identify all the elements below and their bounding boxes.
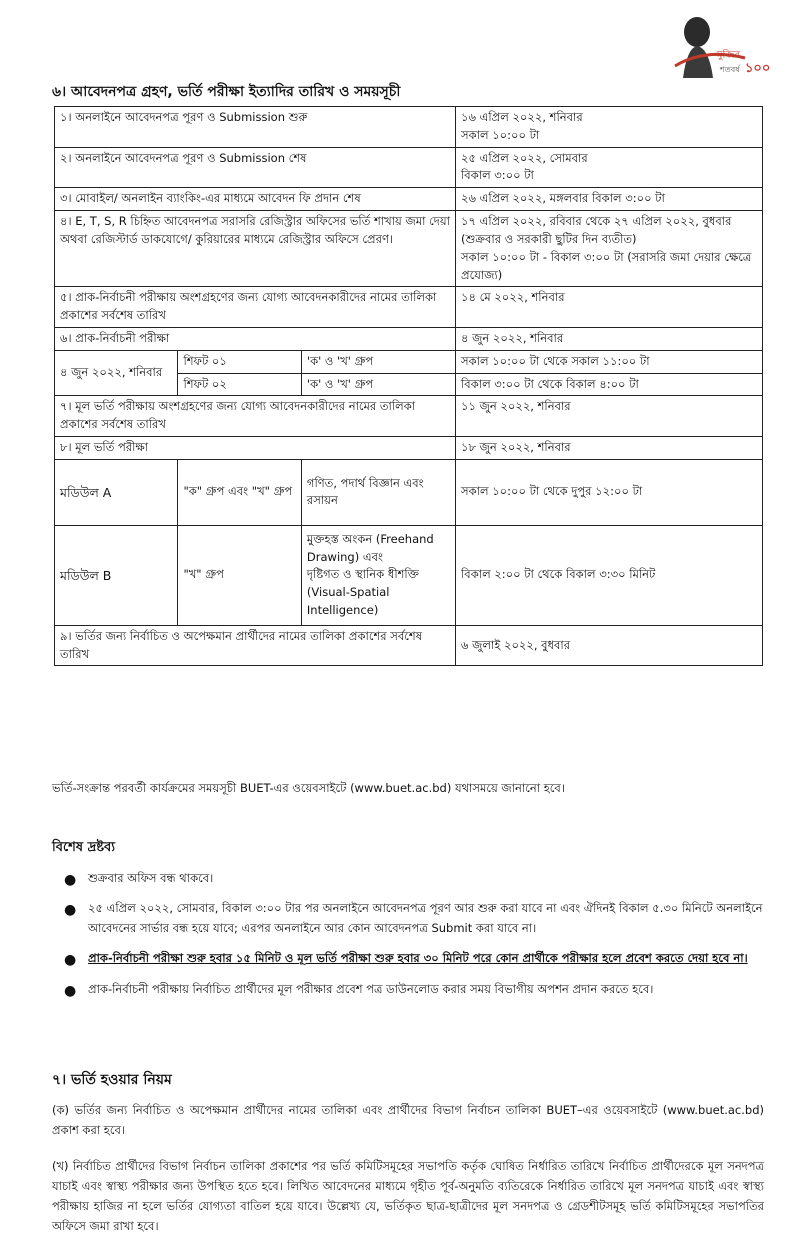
date-line: ২৫ এপ্রিল ২০২২, সোমবার [461, 150, 588, 165]
bullet-icon: ● [64, 902, 77, 919]
table-row [55, 625, 763, 666]
event-cell: ৬। প্রাক-নির্বাচনী পরীক্ষা [55, 327, 456, 350]
date-cell [456, 211, 763, 287]
time-cell: সকাল ১০:০০ টা থেকে সকাল ১১:০০ টা [456, 350, 763, 373]
note-text: প্রাক-নির্বাচনী পরীক্ষা শুরু হবার ১৫ মিনিট ও মূল ভর্তি পরীক্ষা শুরু হবার ৩০ মিনিট পরে কোন প্রার্থীকে পরীক্ষার হলে প্রবেশ করতে দেয়া হবে না। [88, 951, 748, 966]
note-text: শুক্রবার অফিস বন্ধ থাকবে। [88, 871, 214, 885]
rule-paragraph: (খ) নির্বাচিত প্রার্থীদের বিভাগ নির্বাচন তালিকা প্রকাশের পর ভর্তি কমিটিসমূহের সভাপতি কর্তৃক ঘোষিত নির্ধারিত তারিখে নির্বাচিত প্রার্থীদেরকে মূল সনদপত্র যাচাই এবং স্বাস্থ্য পরীক্ষার জন্য উপস্থিত হতে হবে। লিখিত আবেদনের মাধ্যমে গৃহীত পূর্ব-অনুমতি ব্যতিরেকে নির্ধারিত তারিখে মূল সনদপত্র যাচাই এবং স্বাস্থ্য পরীক্ষায় হাজির না হলে ভর্তির যোগ্যতা বাতিল হয়ে যাবে। উল্লেখ্য যে, ভর্তিকৃত ছাত্র-ছাত্রীদের মূল সনদপত্র ও গ্রেডশীটসমূহ ভর্তি কমিটিসমূহের সভাপতির অফিসে জমা রাখা হবে। [52, 1159, 764, 1234]
event-cell: ৭। মূল ভর্তি পরীক্ষায় অংশগ্রহণের জন্য যোগ্য আবেদনকারীদের নামের তালিকা প্রকাশের সর্বশেষ তারিখ [55, 396, 456, 437]
group-cell: "ক" গ্রুপ এবং "খ" গ্রুপ [178, 459, 301, 525]
table-row [55, 107, 763, 148]
module-b-cell: মডিউল B [55, 525, 178, 625]
shift-cell: শিফট ০১ [178, 350, 301, 373]
exam-day-cell: ৪ জুন ২০২২, শনিবার [55, 350, 178, 396]
table-row [55, 211, 763, 287]
table-row [55, 525, 763, 625]
date-cell: ১১ জুন ২০২২, শনিবার [456, 396, 763, 437]
date-cell: ২৬ এপ্রিল ২০২২, মঙ্গলবার বিকাল ৩:০০ টা [456, 188, 763, 211]
subject-cell: গণিত, পদার্থ বিজ্ঞান এবং রসায়ন [301, 459, 455, 525]
bullet-icon: ● [64, 872, 77, 888]
date-cell: ৪ জুন ২০২২, শনিবার [456, 327, 763, 350]
date-cell: ১৪ মে ২০২২, শনিবার [456, 287, 763, 328]
rule-paragraph: (ক) ভর্তির জন্য নির্বাচিত ও অপেক্ষমান প্রার্থীদের নামের তালিকা এবং প্রার্থীদের বিভাগ নির্বাচন তালিকা BUET–এর ওয়েবসাইটে (www.buet.ac.bd) প্রকাশ করা হবে। [52, 1103, 764, 1138]
date-line: ১৬ এপ্রিল ২০২২, শনিবার [461, 110, 583, 124]
module-a-cell: মডিউল A [55, 459, 178, 525]
note-text: প্রাক-নির্বাচনী পরীক্ষায় নির্বাচিত প্রার্থীদের মূল পরীক্ষার প্রবেশ পত্র ডাউনলোড করার সময় বিভাগীয় অপশন প্রদান করতে হবে। [88, 981, 654, 996]
group-cell: 'ক' ও 'খ' গ্রুপ [301, 350, 455, 373]
subject-line: দৃষ্টিগত ও স্থানিক ধীশক্তি (Visual-Spatial Intelligence) [306, 567, 419, 618]
date-line: ১৭ এপ্রিল ২০২২, রবিবার থেকে ২৭ এপ্রিল ২০২২, বুধবার (শুক্রবার ও সরকারী ছুটির দিন ব্যতীত) [461, 214, 732, 246]
svg-text:১০০: ১০০ [745, 61, 771, 76]
time-cell: বিকাল ২:০০ টা থেকে বিকাল ৩:৩০ মিনিট [456, 525, 763, 625]
event-cell: ৮। মূল ভর্তি পরীক্ষা [55, 437, 456, 460]
group-cell: 'ক' ও 'খ' গ্রুপ [301, 373, 455, 396]
schedule-table [54, 106, 763, 666]
table-row [55, 396, 763, 437]
table-row [55, 287, 763, 328]
group-cell: "খ" গ্রুপ [178, 525, 301, 625]
bullet-icon: ● [64, 952, 77, 969]
event-cell: ৪। E, T, S, R চিহ্নিত আবেদনপত্র সরাসরি রেজিস্ট্রার অফিসের ভর্তি শাখায় জমা দেয়া অথবা রেজিস্টার্ড ডাকযোগে/ কুরিয়ারের মাধ্যমে রেজিস্ট্রার অফিসে প্রেরণ। [55, 211, 456, 287]
svg-text:শতবর্ষ: শতবর্ষ [720, 65, 740, 74]
list-item [52, 898, 764, 938]
time-line: বিকাল ৩:০০ টা [461, 168, 534, 183]
special-notes-title: বিশেষ দ্রষ্টব্য [52, 840, 116, 855]
note-text: ২৫ এপ্রিল ২০২২, সোমবার, বিকাল ৩:০০ টার পর অনলাইনে আবেদনপত্র পূরণ আর শুরু করা যাবে না এবং ঐদিনই বিকাল ৫.৩০ মিনিটে অনলাইনে আবেদনের সার্ভার বন্ধ হয়ে যাবে; এরপর অনলাইনে আর কোন আবেদনপত্র Submit করা যাবে না। [88, 901, 763, 936]
date-cell: ১৮ জুন ২০২২, শনিবার [456, 437, 763, 460]
date-cell [456, 107, 763, 148]
date-cell: ৬ জুলাই ২০২২, বুধবার [456, 625, 763, 666]
table-row [55, 147, 763, 188]
event-cell: ২। অনলাইনে আবেদনপত্র পূরণ ও Submission শেষ [55, 147, 456, 188]
subject-cell [301, 525, 455, 625]
list-item [52, 868, 764, 888]
section-6-title: ৬। আবেদনপত্র গ্রহণ, ভর্তি পরীক্ষা ইত্যাদির তারিখ ও সময়সূচী [52, 84, 401, 100]
date-cell [456, 147, 763, 188]
table-row [55, 327, 763, 350]
event-cell: ৯। ভর্তির জন্য নির্বাচিত ও অপেক্ষমান প্রার্থীদের নামের তালিকা প্রকাশের সর্বশেষ তারিখ [55, 625, 456, 666]
event-cell: ৩। মোবাইল/ অনলাইন ব্যাংকিং-এর মাধ্যমে আবেদন ফি প্রদান শেষ [55, 188, 456, 211]
bullet-icon: ● [64, 982, 77, 999]
mujib-borsho-logo [665, 8, 775, 80]
time-line: সকাল ১০:০০ টা [461, 127, 540, 142]
shift-cell: শিফট ০২ [178, 373, 301, 396]
time-cell: বিকাল ৩:০০ টা থেকে বিকাল ৪:০০ টা [456, 373, 763, 396]
section-7-title: ৭। ভর্তি হওয়ার নিয়ম [52, 1072, 172, 1088]
time-cell: সকাল ১০:০০ টা থেকে দুপুর ১২:০০ টা [456, 459, 763, 525]
subject-line: মুক্তহস্ত অংকন (Freehand Drawing) এবং [306, 531, 434, 564]
time-line: সকাল ১০:০০ টা - বিকাল ৩:০০ টা (সরাসরি জমা দেয়ার ক্ষেত্রে প্রযোজ্য) [461, 249, 752, 282]
svg-text:মুজিব: মুজিব [717, 50, 740, 61]
event-cell: ১। অনলাইনে আবেদনপত্র পূরণ ও Submission শুরু [55, 107, 456, 148]
table-row [55, 350, 763, 373]
event-cell: ৫। প্রাক-নির্বাচনী পরীক্ষায় অংশগ্রহণের জন্য যোগ্য আবেদনকারীদের নামের তালিকা প্রকাশের সর্বশেষ তারিখ [55, 287, 456, 328]
list-item [52, 979, 764, 999]
list-item [52, 948, 764, 968]
table-row [55, 459, 763, 525]
schedule-footnote: ভর্তি-সংক্রান্ত পরবর্তী কার্যক্রমের সময়সূচী BUET-এর ওয়েবসাইটে (www.buet.ac.bd) যথাসময়ে জানানো হবে। [52, 781, 565, 795]
table-row [55, 437, 763, 460]
special-notes-list [52, 868, 764, 1009]
table-row [55, 188, 763, 211]
